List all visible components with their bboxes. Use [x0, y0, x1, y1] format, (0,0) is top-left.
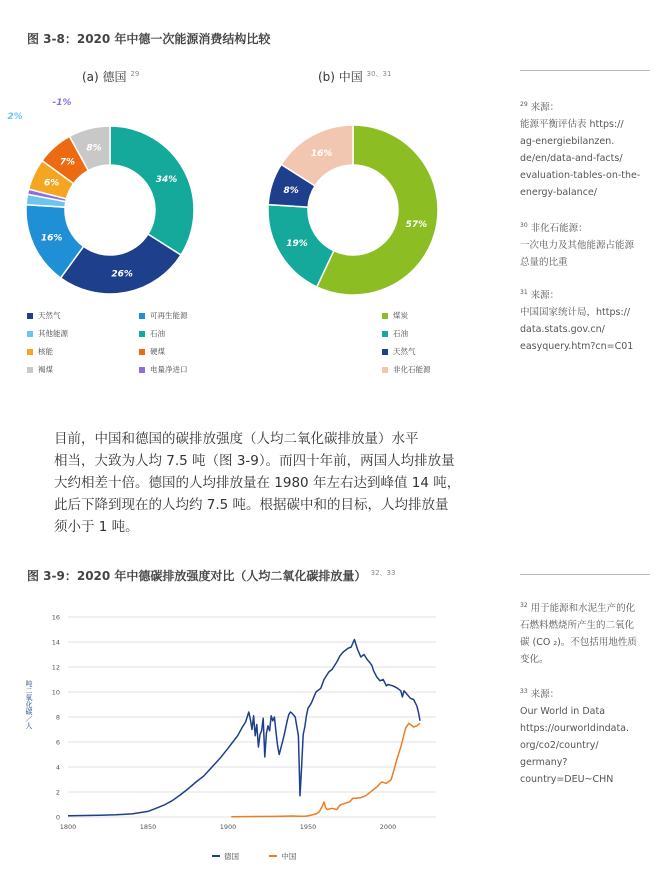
legend-item: [27, 364, 53, 375]
legend-item: [139, 310, 188, 321]
footnote-30: [520, 217, 660, 271]
legend-swatch: [139, 331, 145, 337]
legend-swatch: [139, 367, 145, 373]
germany-pie-ref: 29: [130, 70, 140, 78]
footnote-31-number: 31: [520, 289, 528, 296]
footnote-33-line: Our World in Data: [520, 706, 606, 718]
footnote-32: [520, 597, 660, 668]
legend-label: 石油: [393, 329, 408, 338]
legend-item: [139, 364, 188, 375]
legend-swatch: [27, 313, 33, 319]
legend-china-label: 中国: [281, 852, 297, 861]
legend-swatch: [382, 331, 388, 337]
pie-slice-石油: [110, 126, 194, 255]
paragraph-line: 大约相差十倍。德国的人均排放量在 1980 年左右达到峰值 14 吨，: [54, 475, 461, 491]
legend-label: 硬煤: [150, 347, 165, 356]
legend-label: 非化石能源: [393, 365, 431, 374]
germany-pie-title-text: (a) 德国: [82, 70, 127, 84]
legend-item: [139, 346, 165, 357]
footnote-29-line: 能源平衡评估表 https://: [520, 119, 624, 131]
footnote-33-line: https://ourworldindata.: [520, 723, 630, 735]
germany-donut-chart: [7, 98, 200, 295]
china-pie-ref: 30、31: [366, 70, 392, 78]
y-tick-label: 14: [51, 638, 60, 647]
germany-legend: [27, 310, 257, 380]
footnote-29-line: de/en/data-and-facts/: [520, 153, 623, 165]
legend-label: 电量净进口: [150, 365, 188, 374]
footnote-31-line: 中国国家统计局，https://: [520, 307, 631, 319]
x-tick-label: 1950: [299, 823, 317, 831]
footnote-30-line: 非化石能源：: [530, 223, 588, 235]
y-axis-label: 吨二氧化碳／人: [25, 680, 33, 729]
legend-item: [382, 310, 408, 321]
legend-label: 天然气: [38, 311, 61, 320]
footnote-31-line: 来源：: [530, 290, 560, 302]
legend-swatch: [382, 349, 388, 355]
legend-swatch: [382, 313, 388, 319]
paragraph-line: 须小于 1 吨。: [54, 519, 139, 535]
paragraph-line: 目前，中国和德国的碳排放强度（人均二氧化碳排放量）水平: [54, 431, 419, 447]
x-tick-label: 2000: [379, 823, 397, 831]
footnote-32-line: 用于能源和水泥生产的化: [530, 603, 636, 615]
footnote-30-line: 一次电力及其他能源占能源: [520, 240, 635, 252]
y-tick-label: 0: [55, 813, 60, 822]
y-tick-label: 8: [55, 713, 60, 722]
footnote-31-line: data.stats.gov.cn/: [520, 324, 605, 336]
pie-slice-label: 2%: [7, 112, 23, 122]
legend-item: [27, 310, 61, 321]
pie-slice-label: 7%: [59, 157, 75, 168]
footnote-32-line: 变化。: [520, 654, 549, 666]
legend-item: [139, 328, 165, 339]
legend-china-swatch: [269, 855, 277, 857]
china-pie-title: [318, 68, 391, 85]
legend-swatch: [139, 313, 145, 319]
china-pie-title-text: (b) 中国: [318, 70, 363, 84]
pie-slice-label: 26%: [111, 269, 133, 280]
legend-item: [382, 346, 416, 357]
footnote-29-line: evaluation-tables-on-the-: [520, 170, 641, 182]
footnote-31-line: easyquery.htm?cn=C01: [520, 341, 634, 353]
pie-slice-label: 34%: [155, 174, 178, 185]
pie-slice-label: 6%: [43, 178, 60, 189]
footnote-29-number: 29: [520, 101, 528, 108]
emission-line-chart: [18, 605, 448, 837]
figure-3-9-ref: 32、33: [370, 569, 396, 577]
x-tick-label: 1850: [139, 823, 157, 831]
footnote-32-number: 32: [520, 602, 528, 609]
footnote-30-number: 30: [520, 222, 528, 229]
paragraph-line: 相当，大致为人均 7.5 吨（图 3-9）。而四十年前，两国人均排放量: [54, 453, 455, 469]
notes-divider-bottom: [520, 574, 650, 575]
figure-3-9-title: [27, 567, 395, 584]
line-legend: [212, 851, 296, 862]
footnote-33-number: 33: [520, 688, 528, 695]
footnote-29-line: 来源：: [530, 102, 560, 114]
legend-label: 可再生能源: [150, 311, 188, 320]
legend-label: 天然气: [393, 347, 416, 356]
legend-label: 核能: [38, 347, 53, 356]
legend-swatch: [382, 367, 388, 373]
pie-slice-label: 16%: [310, 149, 333, 160]
legend-swatch: [27, 367, 33, 373]
footnote-29-line: ag-energiebilanzen.: [520, 136, 615, 148]
footnote-33-line: 来源：: [530, 689, 560, 701]
legend-label: 褐煤: [38, 365, 53, 374]
legend-label: 煤炭: [393, 311, 408, 320]
y-tick-label: 6: [55, 738, 60, 747]
footnote-31: [520, 284, 660, 355]
footnote-33: [520, 683, 660, 788]
body-paragraph: [54, 428, 419, 450]
legend-germany-swatch: [212, 855, 220, 857]
paragraph-line: 此后下降到现在的人均约 7.5 吨。根据碳中和的目标，人均排放量: [54, 497, 449, 513]
figure-3-8-title: 图 3-8：2020 年中德一次能源消费结构比较: [27, 32, 271, 46]
china-legend: [382, 310, 502, 380]
legend-germany-label: 德国: [224, 852, 239, 861]
legend-item: [382, 364, 431, 375]
y-tick-label: 4: [55, 763, 60, 772]
y-tick-label: 2: [55, 788, 60, 797]
x-tick-label: 1800: [59, 823, 77, 831]
pie-slice-label: 16%: [40, 233, 63, 244]
y-tick-label: 10: [51, 688, 60, 697]
figure-3-9-title-text: 图 3-9：2020 年中德碳排放强度对比（人均二氧化碳排放量）: [27, 569, 367, 583]
legend-item: [27, 346, 53, 357]
legend-item: [27, 328, 68, 339]
footnote-32-line: 石燃料燃烧所产生的二氧化: [520, 620, 635, 632]
footnote-33-line: germany?country=DEU~CHN: [520, 757, 614, 786]
footnote-33-line: org/co2/country/: [520, 740, 599, 752]
legend-swatch: [27, 331, 33, 337]
footnote-29: [520, 96, 660, 201]
legend-item: [382, 328, 408, 339]
series-line-德国: [68, 640, 420, 816]
pie-slice-label: 8%: [283, 185, 299, 196]
pie-slice-label: 8%: [86, 143, 102, 154]
pie-slice-label: -1%: [52, 98, 72, 108]
legend-label: 石油: [150, 329, 165, 338]
body-paragraph-cont: [54, 450, 460, 538]
x-tick-label: 1900: [219, 823, 237, 831]
footnote-30-line: 总量的比重: [520, 257, 568, 269]
china-donut-chart: [260, 110, 445, 295]
footnote-29-line: energy-balance/: [520, 187, 597, 199]
pie-slice-label: 19%: [286, 239, 308, 250]
germany-pie-title: [82, 68, 139, 85]
notes-divider-top: [520, 70, 650, 71]
legend-swatch: [27, 349, 33, 355]
y-tick-label: 12: [51, 663, 60, 672]
legend-swatch: [139, 349, 145, 355]
y-tick-label: 16: [51, 613, 60, 622]
legend-label: 其他能源: [38, 329, 68, 338]
pie-slice-label: 57%: [405, 220, 428, 231]
footnote-32-line: 碳 (CO ₂)。不包括用地性质: [520, 637, 637, 649]
